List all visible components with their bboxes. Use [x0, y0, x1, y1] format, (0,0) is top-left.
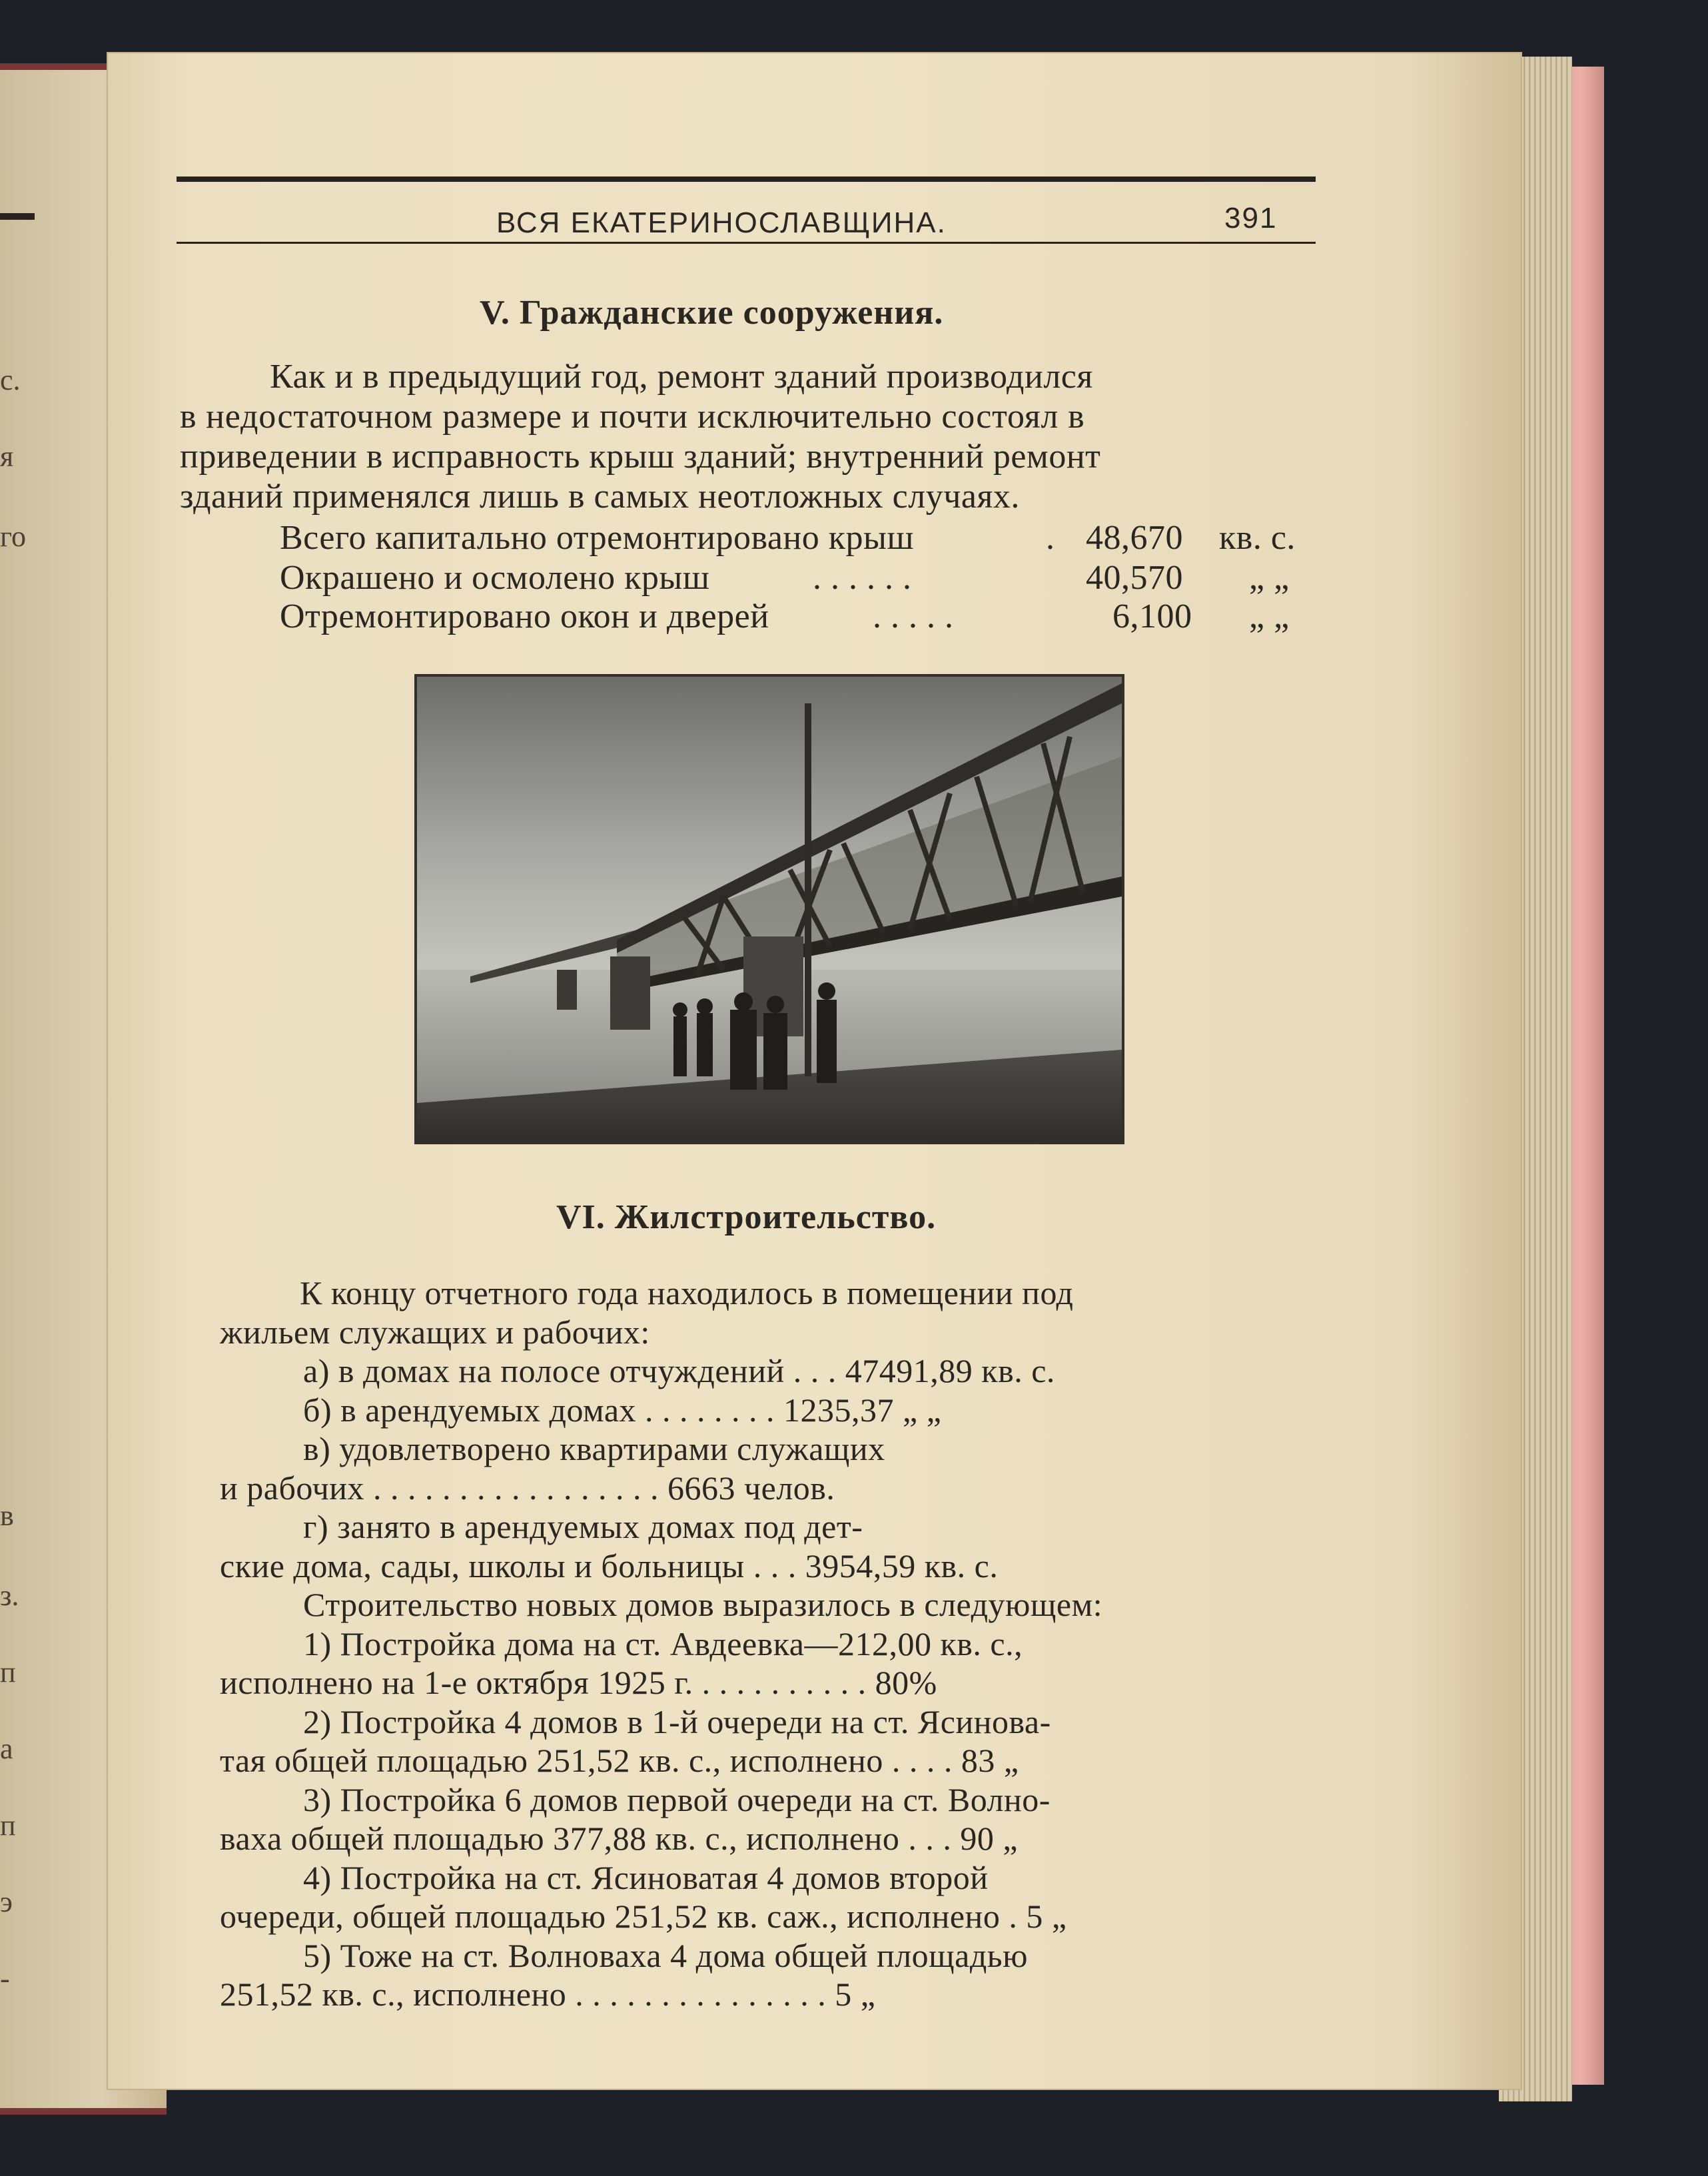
housing-line: а) в домах на полосе отчуждений . . . 47491,89 кв. с. — [303, 1352, 1055, 1389]
housing-line: б) в арендуемых домах . . . . . . . . 1235,37 „ „ — [303, 1391, 942, 1429]
housing-line: 3) Постройка 6 домов первой очереди на ст. Волно- — [303, 1781, 1051, 1818]
housing-line: ские дома, сады, школы и больницы . . . 3954,59 кв. с. — [220, 1547, 999, 1585]
housing-line: ваха общей площадью 377,88 кв. с., исполнено . . . 90 „ — [220, 1820, 1019, 1857]
stat-label: Всего капитально отремонтировано крыш — [280, 519, 914, 557]
page-number: 391 — [1224, 202, 1278, 234]
section-heading: VI. Жилстроительство. — [556, 1198, 937, 1236]
left-page-fragment: с. — [0, 364, 21, 396]
stat-unit: „ „ — [1249, 597, 1290, 635]
stat-label: Отремонтировано окон и дверей — [280, 597, 769, 635]
stat-leader: . . . . . — [873, 597, 954, 635]
section-heading: V. Гражданские сооружения. — [480, 294, 944, 332]
stat-value: 48,670 — [1086, 519, 1183, 557]
housing-line: тая общей площадью 251,52 кв. с., исполнено . . . . 83 „ — [220, 1742, 1019, 1779]
paragraph-line: Как и в предыдущий год, ремонт зданий производился — [270, 358, 1093, 396]
running-header-title: ВСЯ ЕКАТЕРИНОСЛАВЩИНА. — [496, 206, 947, 239]
left-page-rule — [0, 213, 35, 220]
housing-line: 2) Постройка 4 домов в 1-й очереди на ст. Ясинова- — [303, 1703, 1051, 1740]
housing-line: жильем служащих и рабочих: — [220, 1313, 650, 1351]
stat-unit: „ „ — [1249, 559, 1290, 597]
left-page-fragment: я — [0, 440, 14, 473]
housing-line: К концу отчетного года находилось в помещении под — [300, 1274, 1074, 1311]
stat-value: 6,100 — [1112, 597, 1192, 635]
housing-line: исполнено на 1-е октября 1925 г. . . . . . . . . . . 80% — [220, 1664, 937, 1701]
housing-line: Строительство новых домов выразилось в следующем: — [303, 1586, 1103, 1623]
stat-value: 40,570 — [1086, 559, 1183, 597]
left-page-fragment: а — [0, 1732, 13, 1765]
header-rule-bottom — [177, 242, 1316, 244]
stat-leader: . . . . . . — [813, 559, 912, 597]
housing-line: и рабочих . . . . . . . . . . . . . . . . . 6663 челов. — [220, 1469, 835, 1507]
housing-line: очереди, общей площадью 251,52 кв. саж., исполнено . 5 „ — [220, 1898, 1067, 1935]
housing-line: 251,52 кв. с., исполнено . . . . . . . . . . . . . . . 5 „ — [220, 1976, 876, 2013]
bridge-illustration — [417, 677, 1122, 1142]
paragraph-line: зданий применялся лишь в самых неотложных случаях. — [180, 478, 1020, 516]
housing-line: г) занято в арендуемых домах под дет- — [303, 1508, 863, 1545]
bridge-photo — [414, 674, 1124, 1144]
left-page-fragment: п — [0, 1809, 16, 1842]
paragraph-line: приведении в исправность крыш зданий; внутренний ремонт — [180, 438, 1101, 476]
housing-line: 5) Тоже на ст. Волноваха 4 дома общей площадью — [303, 1937, 1028, 1974]
header-rule-top — [177, 177, 1316, 182]
left-page-fragment: го — [0, 520, 26, 553]
stat-leader: . — [1046, 519, 1055, 557]
stat-unit: кв. с. — [1219, 519, 1296, 557]
housing-line: в) удовлетворено квартирами служащих — [303, 1430, 885, 1467]
housing-line: 4) Постройка на ст. Ясиноватая 4 домов второй — [303, 1859, 989, 1896]
left-page-fragment: п — [0, 1656, 16, 1688]
left-page-fragment: з. — [0, 1579, 19, 1612]
paragraph-line: в недостаточном размере и почти исключительно состоял в — [180, 398, 1085, 436]
housing-line: 1) Постройка дома на ст. Авдеевка—212,00 кв. с., — [303, 1625, 1023, 1662]
stat-label: Окрашено и осмолено крыш — [280, 559, 710, 597]
left-page-fragment: в — [0, 1499, 14, 1532]
left-page-fragment: - — [0, 1962, 10, 1995]
left-page-fragment: э — [0, 1886, 13, 1918]
